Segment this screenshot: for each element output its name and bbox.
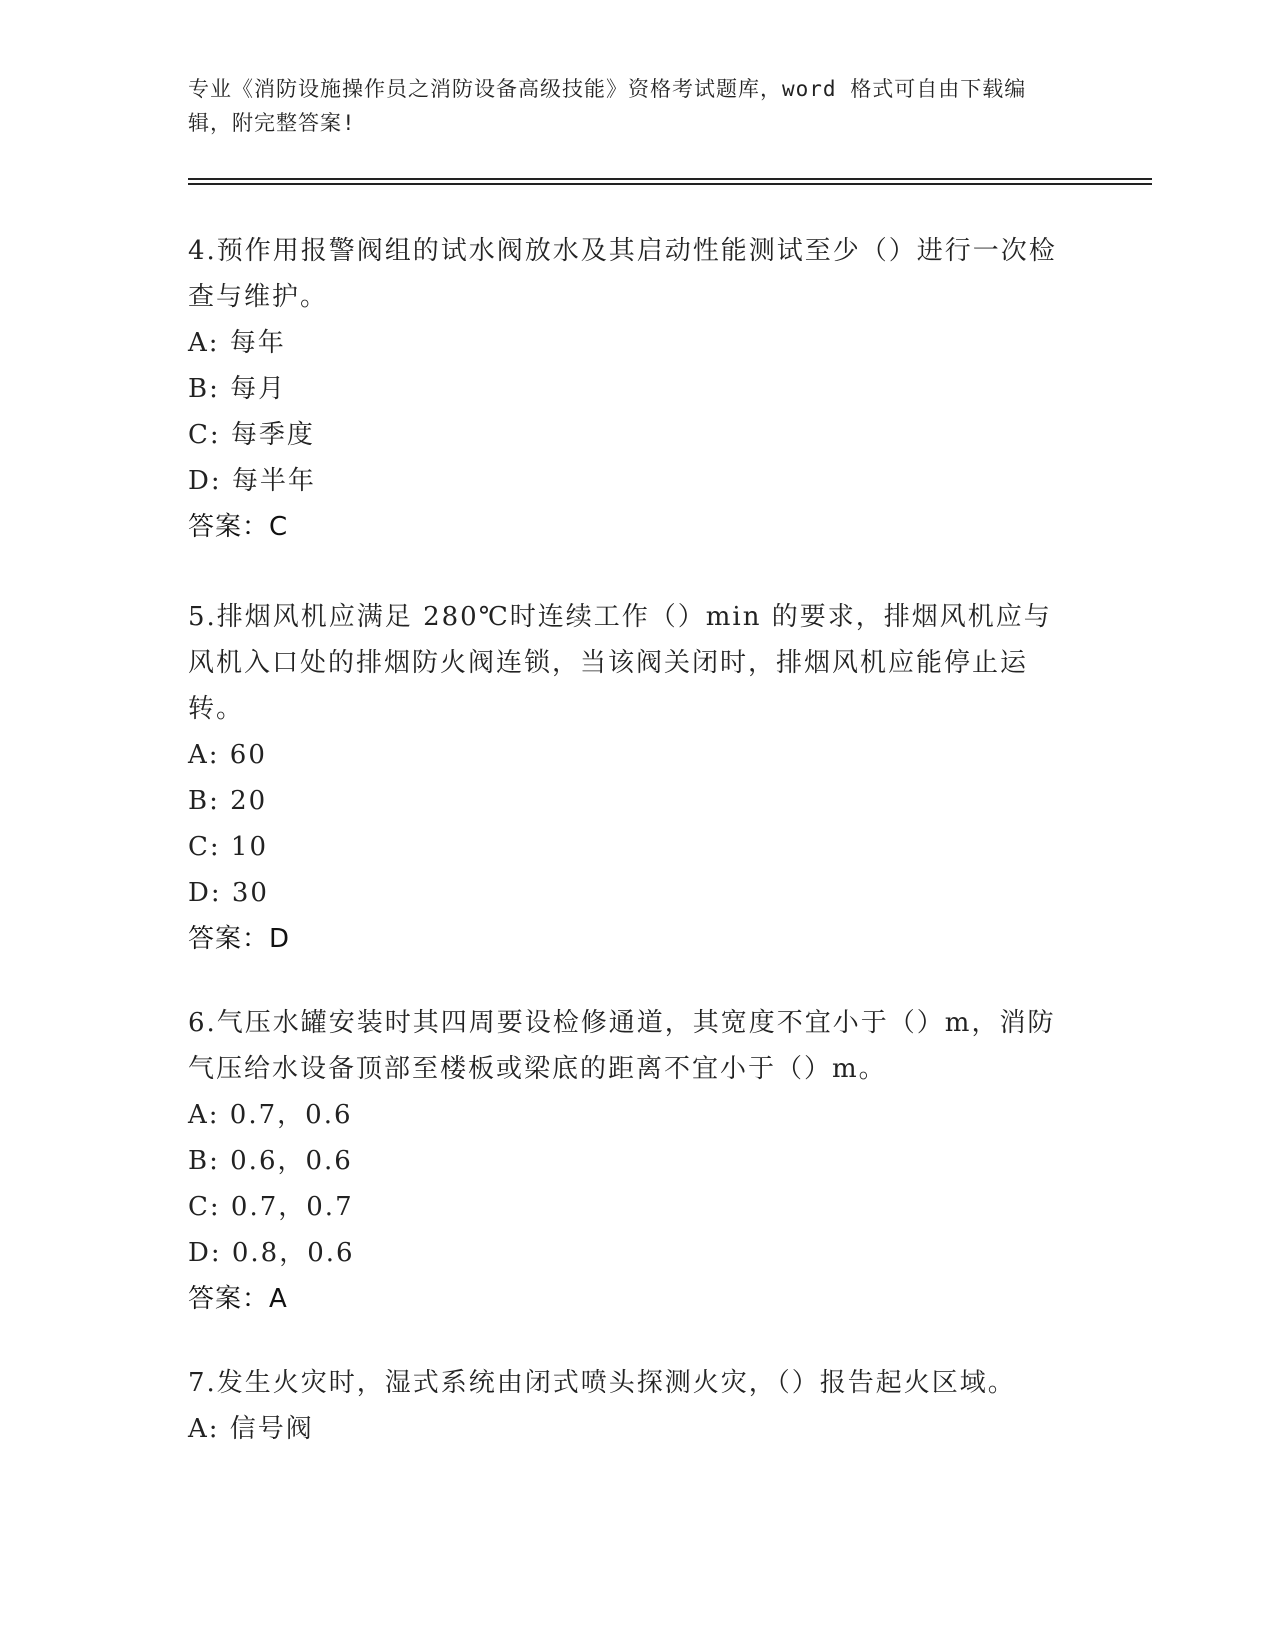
option-c: C: 每季度	[188, 420, 315, 450]
document-intro: 专业《消防设施操作员之消防设备高级技能》资格考试题库，word 格式可自由下载编辑，附完整答案!	[188, 77, 1027, 135]
question-4	[188, 228, 1068, 550]
option-a: A: 信号阀	[188, 1414, 314, 1444]
question-stem: 7.发生火灾时，湿式系统由闭式喷头探测火灾，（）报告起火区域。	[188, 1368, 1016, 1398]
question-5	[188, 594, 1068, 962]
option-a: A: 每年	[188, 328, 286, 358]
option-c: C: 0.7，0.7	[188, 1192, 354, 1222]
question-stem: 6.气压水罐安装时其四周要设检修通道，其宽度不宜小于（）m，消防气压给水设备顶部至楼板或梁底的距离不宜小于（）m。	[188, 1008, 1056, 1084]
option-a: A: 60	[188, 740, 267, 770]
option-b: B: 0.6，0.6	[188, 1146, 353, 1176]
option-b: B: 每月	[188, 374, 287, 404]
answer: 答案：C	[188, 512, 289, 542]
option-c: C: 10	[188, 832, 269, 862]
option-a: A: 0.7，0.6	[188, 1100, 353, 1130]
question-stem: 4.预作用报警阀组的试水阀放水及其启动性能测试至少（）进行一次检查与维护。	[188, 236, 1057, 312]
answer: 答案：D	[188, 924, 291, 954]
question-stem: 5.排烟风机应满足 280℃时连续工作（）min 的要求，排烟风机应与风机入口处的排烟防火阀连锁，当该阀关闭时，排烟风机应能停止运转。	[188, 602, 1052, 724]
header-divider-top	[188, 178, 1152, 180]
question-6	[188, 1000, 1068, 1322]
option-b: B: 20	[188, 786, 268, 816]
header-divider-bottom	[188, 183, 1152, 185]
option-d: D: 每半年	[188, 466, 316, 496]
option-d: D: 30	[188, 878, 269, 908]
question-7	[188, 1360, 1068, 1452]
option-d: D: 0.8，0.6	[188, 1238, 355, 1268]
answer: 答案：A	[188, 1284, 288, 1314]
